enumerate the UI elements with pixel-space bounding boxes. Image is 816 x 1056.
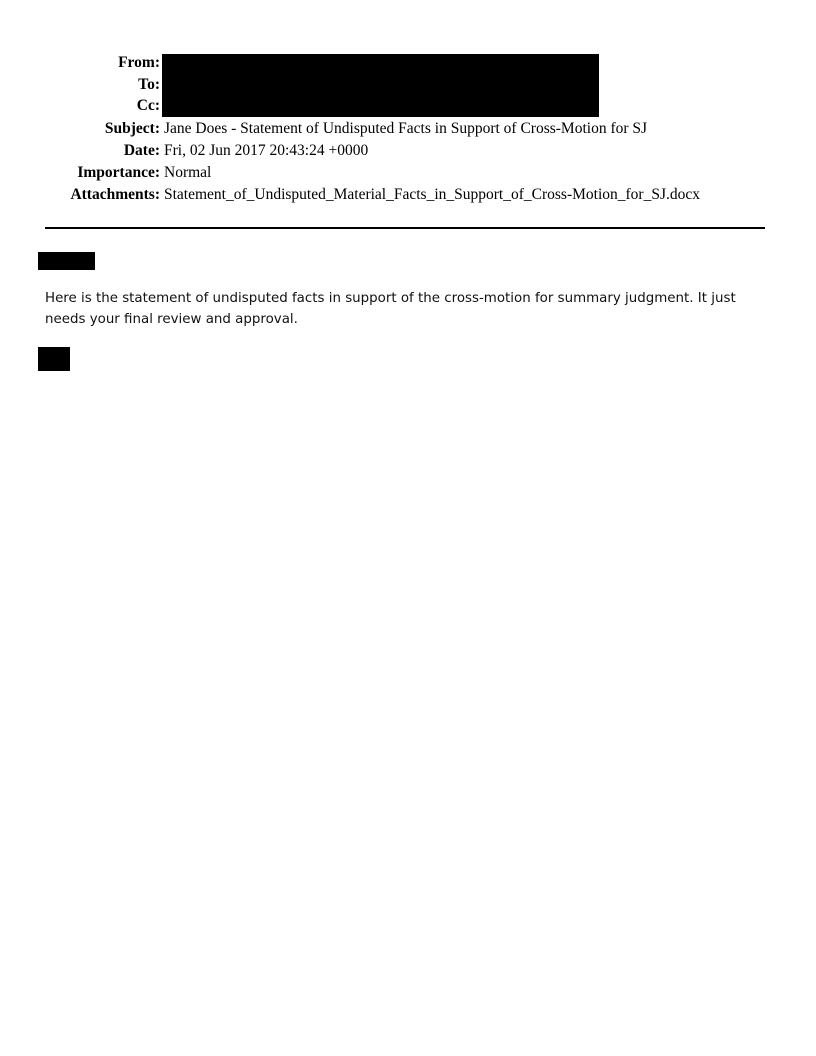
- from-label: From:: [118, 54, 160, 71]
- subject-value: Jane Does - Statement of Undisputed Facts in Support of Cross-Motion for SJ: [164, 120, 648, 137]
- attachment-filename: Statement_of_Undisputed_Material_Facts_in_Support_of_Cross-Motion_for_SJ.docx: [164, 186, 700, 203]
- header-divider: [45, 227, 765, 229]
- signature-redaction: [38, 347, 70, 371]
- message-body: Here is the statement of undisputed facts in support of the cross-motion for summary judgment. It just needs your final review and approval.: [45, 291, 736, 327]
- cc-label: Cc:: [136, 97, 160, 114]
- recipients-redaction: [162, 54, 599, 117]
- attachments-label: Attachments:: [70, 186, 160, 203]
- importance-value: Normal: [164, 164, 212, 181]
- subject-label: Subject:: [104, 120, 160, 137]
- salutation-redaction: [38, 252, 95, 270]
- to-label: To:: [138, 76, 160, 93]
- importance-label: Importance:: [77, 164, 160, 181]
- date-label: Date:: [123, 142, 160, 159]
- date-value: Fri, 02 Jun 2017 20:43:24 +0000: [164, 142, 369, 159]
